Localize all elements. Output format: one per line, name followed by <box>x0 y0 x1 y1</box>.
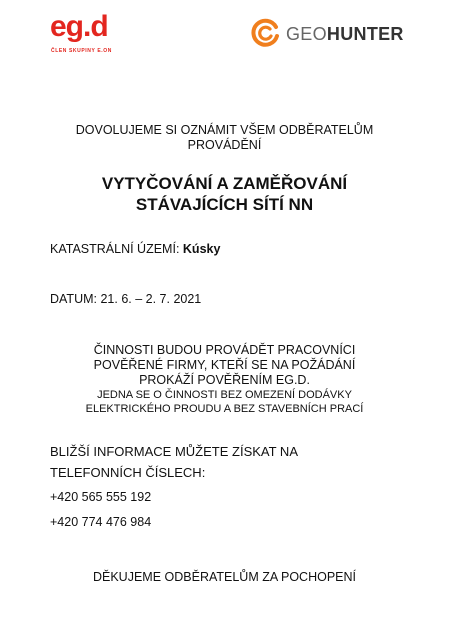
cadastral-area <box>50 242 220 257</box>
info-line-2: TELEFONNÍCH ČÍSLECH: <box>50 465 206 480</box>
thanks-line: DĚKUJEME ODBĚRATELŮM ZA POCHOPENÍ <box>92 570 356 584</box>
intro-line-1: DOVOLUJEME SI OZNÁMIT VŠEM ODBĚRATELŮM <box>75 123 374 137</box>
geohunter-logo <box>250 18 422 50</box>
intro-line-2: PROVÁDĚNÍ <box>187 138 262 152</box>
geohunter-wordmark <box>286 23 404 45</box>
phone-number-2: +420 774 476 984 <box>50 515 152 529</box>
page-title-line-1: VYTYČOVÁNÍ A ZAMĚŘOVÁNÍ <box>101 174 348 193</box>
egd-logo-wordmark: eg.d <box>50 10 108 43</box>
phone-number-1: +420 565 555 192 <box>50 490 152 504</box>
date-label: DATUM: <box>50 292 97 306</box>
geohunter-wordmark-hunter: HUNTER <box>326 24 404 44</box>
notice-line-4: JEDNA SE O ČINNOSTI BEZ OMEZENÍ DODÁVKY <box>97 389 352 401</box>
notice-line-1: ČINNOSTI BUDOU PROVÁDĚT PRACOVNÍCI <box>93 343 356 357</box>
info-line-1: BLIŽŠÍ INFORMACE MŮŽETE ZÍSKAT NA <box>50 444 298 459</box>
date-value: 21. 6. – 2. 7. 2021 <box>100 292 202 306</box>
cadastral-label: KATASTRÁLNÍ ÚZEMÍ: <box>50 242 180 256</box>
egd-logo <box>50 12 130 62</box>
cadastral-value: Kúsky <box>182 242 221 256</box>
notice-line-2: POVĚŘENÉ FIRMY, KTEŘÍ SE NA POŽÁDÁNÍ <box>93 358 356 372</box>
date-range <box>50 292 201 307</box>
geohunter-wordmark-geo: GEO <box>286 24 327 44</box>
notice-line-3: PROKÁŽÍ POVĚŘENÍM EG.D. <box>139 373 310 387</box>
page-title-line-2: STÁVAJÍCÍCH SÍTÍ NN <box>135 195 314 214</box>
geohunter-mark-icon <box>250 18 280 48</box>
notice-line-5: ELEKTRICKÉHO PROUDU A BEZ STAVEBNÍCH PRACÍ <box>85 403 364 415</box>
egd-logo-subtitle: ČLEN SKUPINY E.ON <box>51 48 112 54</box>
